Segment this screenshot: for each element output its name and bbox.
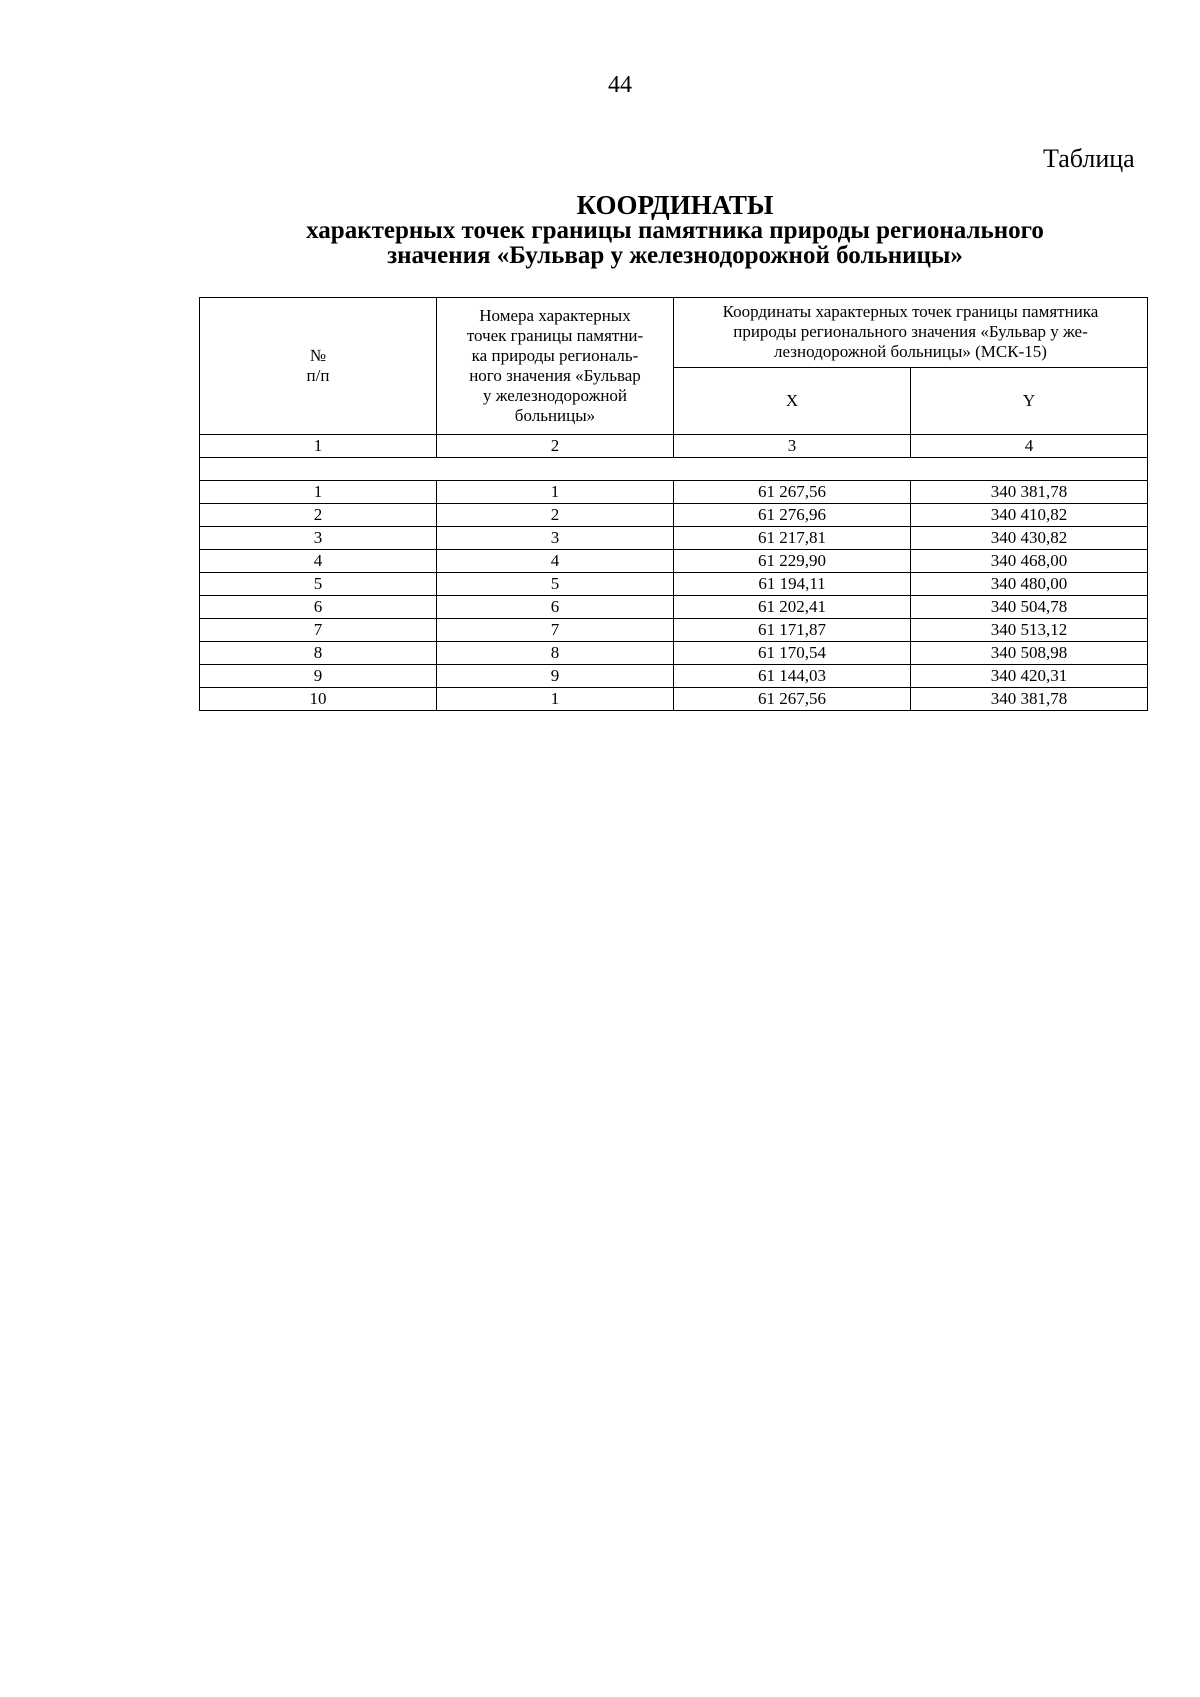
cell-point: 3 bbox=[437, 527, 674, 550]
cell-y: 340 430,82 bbox=[911, 527, 1148, 550]
title-subtitle-line-2: значения «Бульвар у железнодорожной больницы» bbox=[387, 242, 963, 269]
cell-y: 340 410,82 bbox=[911, 504, 1148, 527]
header-line: Номера характерных bbox=[479, 305, 631, 325]
cell-x: 61 194,11 bbox=[674, 573, 911, 596]
header-line: ного значения «Бульвар bbox=[469, 365, 641, 385]
column-number: 4 bbox=[911, 435, 1148, 458]
header-line: больницы» bbox=[514, 405, 596, 425]
header-line: лезнодорожной больницы» (МСК-15) bbox=[774, 342, 1047, 361]
cell-x: 61 276,96 bbox=[674, 504, 911, 527]
column-numbers-row bbox=[200, 435, 1148, 458]
cell-y: 340 381,78 bbox=[911, 481, 1148, 504]
cell-point: 1 bbox=[437, 688, 674, 711]
table-row bbox=[200, 527, 1148, 550]
coordinates-table bbox=[199, 297, 1148, 711]
cell-y: 340 420,31 bbox=[911, 665, 1148, 688]
title-subtitle-line-1: характерных точек границы памятника природы регионального bbox=[306, 217, 1044, 244]
cell-y: 340 468,00 bbox=[911, 550, 1148, 573]
table-row bbox=[200, 550, 1148, 573]
cell-x: 61 202,41 bbox=[674, 596, 911, 619]
cell-x: 61 171,87 bbox=[674, 619, 911, 642]
table-row bbox=[200, 665, 1148, 688]
page-number: 44 bbox=[608, 72, 632, 98]
cell-number: 7 bbox=[200, 619, 437, 642]
header-line: ка природы региональ- bbox=[471, 345, 639, 365]
cell-point: 2 bbox=[437, 504, 674, 527]
empty-row bbox=[200, 458, 1148, 481]
table-row bbox=[200, 573, 1148, 596]
column-number: 2 bbox=[437, 435, 674, 458]
cell-number: 4 bbox=[200, 550, 437, 573]
header-line: природы регионального значения «Бульвар у же- bbox=[733, 322, 1088, 341]
table-title bbox=[200, 192, 1150, 268]
cell-y: 340 504,78 bbox=[911, 596, 1148, 619]
cell-number: 6 bbox=[200, 596, 437, 619]
cell-x: 61 170,54 bbox=[674, 642, 911, 665]
cell-x: 61 144,03 bbox=[674, 665, 911, 688]
cell-point: 6 bbox=[437, 596, 674, 619]
cell-x: 61 267,56 bbox=[674, 481, 911, 504]
table-label: Таблица bbox=[1043, 144, 1135, 173]
cell-x: 61 267,56 bbox=[674, 688, 911, 711]
header-y: Y bbox=[911, 368, 1148, 435]
cell-point: 5 bbox=[437, 573, 674, 596]
column-number: 1 bbox=[200, 435, 437, 458]
cell-x: 61 217,81 bbox=[674, 527, 911, 550]
header-line: Координаты характерных точек границы памятника bbox=[722, 302, 1099, 321]
header-line: п/п bbox=[306, 365, 330, 385]
header-point-numbers bbox=[437, 298, 674, 435]
cell-y: 340 381,78 bbox=[911, 688, 1148, 711]
table-row bbox=[200, 504, 1148, 527]
table-row bbox=[200, 642, 1148, 665]
cell-number: 9 bbox=[200, 665, 437, 688]
cell-number: 2 bbox=[200, 504, 437, 527]
cell-point: 9 bbox=[437, 665, 674, 688]
cell-y: 340 513,12 bbox=[911, 619, 1148, 642]
cell-number: 10 bbox=[200, 688, 437, 711]
cell-y: 340 480,00 bbox=[911, 573, 1148, 596]
table-row bbox=[200, 688, 1148, 711]
cell-number: 5 bbox=[200, 573, 437, 596]
column-number: 3 bbox=[674, 435, 911, 458]
cell-number: 8 bbox=[200, 642, 437, 665]
cell-x: 61 229,90 bbox=[674, 550, 911, 573]
cell-number: 3 bbox=[200, 527, 437, 550]
cell-point: 4 bbox=[437, 550, 674, 573]
title-main: КООРДИНАТЫ bbox=[576, 190, 774, 220]
header-line: у железнодорожной bbox=[482, 385, 628, 405]
header-line: № bbox=[309, 345, 327, 365]
cell-point: 7 bbox=[437, 619, 674, 642]
cell-point: 8 bbox=[437, 642, 674, 665]
header-line: точек границы памятни- bbox=[466, 325, 644, 345]
cell-point: 1 bbox=[437, 481, 674, 504]
cell-y: 340 508,98 bbox=[911, 642, 1148, 665]
header-row-number bbox=[200, 298, 437, 435]
header-coordinates-group bbox=[674, 298, 1148, 368]
cell-number: 1 bbox=[200, 481, 437, 504]
header-x: X bbox=[674, 368, 911, 435]
table-row bbox=[200, 481, 1148, 504]
table-row bbox=[200, 596, 1148, 619]
empty-cell bbox=[200, 458, 1148, 481]
table-row bbox=[200, 619, 1148, 642]
